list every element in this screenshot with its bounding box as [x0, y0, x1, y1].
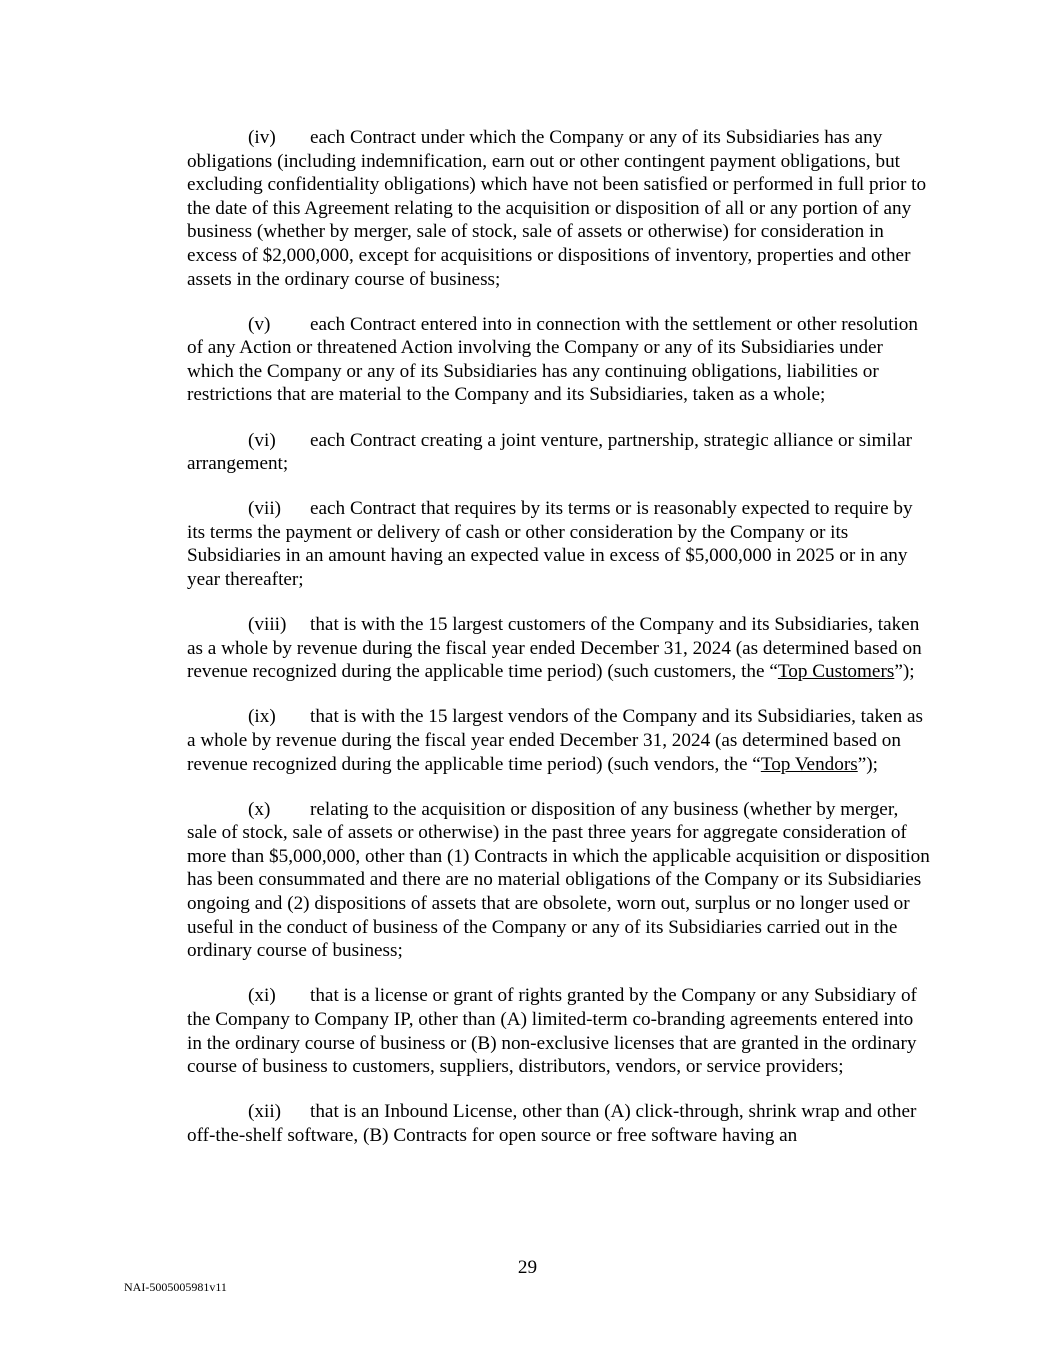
document-id: NAI-5005005981v11: [124, 1280, 227, 1294]
clause-number: (vi): [248, 429, 276, 451]
clause-text: relating to the acquisition or disposition of any business (whether by merger, sale of stock, sale of assets or otherwise) in the past three years for aggregate consideration of more than $5,000,000, other than (1) Contracts in which the applicable acquisition or disposition has been consummated and there are no material obligations of the Company or its Subsidiaries ongoing and (2) dispositions of assets that are obsolete, worn out, surplus or no longer used or useful in the conduct of business of the Company or any of its Subsidiaries carried out in the ordinary course of business;: [187, 798, 930, 962]
clause-text-end: ”);: [857, 753, 878, 775]
page-number: 29: [517, 1257, 538, 1278]
clause-viii: [187, 613, 932, 684]
clause-iv: [187, 126, 932, 291]
clause-text-end: ”);: [894, 661, 915, 683]
clause-text: that is an Inbound License, other than (A) click-through, shrink wrap and other off-the-shelf software, (B) Contracts for open source or free software having an: [187, 1101, 917, 1146]
clause-number: (x): [248, 798, 271, 820]
clause-number: (v): [248, 313, 271, 335]
clause-number: (xi): [248, 985, 276, 1007]
clause-x: [187, 798, 932, 963]
clause-text: that is a license or grant of rights granted by the Company or any Subsidiary of the Company to Company IP, other than (A) limited-term co-branding agreements entered into in the ordinary course of business or (B) non-exclusive licenses that are granted in the ordinary course of business to customers, suppliers, distributors, vendors, or service providers;: [187, 985, 917, 1078]
document-body: [187, 126, 932, 1169]
clause-number: (iv): [248, 127, 276, 148]
clause-text: that is with the 15 largest customers of the Company and its Subsidiaries, taken as a whole by revenue during the fiscal year ended December 31, 2024 (as determined based on revenue recognized during the applicable time period) (such customers, the “: [187, 614, 922, 683]
clause-text: each Contract under which the Company or any of its Subsidiaries has any obligations (including indemnification, earn out or other contingent payment obligations, but excluding confidentiality obligations) which have not been satisfied or performed in full prior to the date of this Agreement relating to the acquisition or disposition of all or any portion of any business (whether by merger, sale of stock, sale of assets or otherwise) for consideration in excess of $2,000,000, except for acquisitions or dispositions of inventory, properties and other assets in the ordinary course of business;: [187, 127, 927, 290]
clause-v: [187, 313, 932, 407]
clause-number: (ix): [248, 706, 276, 728]
clause-xii: [187, 1100, 932, 1147]
defined-term-top-customers: Top Customers: [777, 661, 895, 683]
clause-number: (viii): [248, 614, 287, 636]
defined-term-top-vendors: Top Vendors: [760, 753, 858, 775]
clause-xi: [187, 984, 932, 1078]
clause-number: (xii): [248, 1101, 282, 1123]
clause-text: each Contract entered into in connection with the settlement or other resolution of any Action or threatened Action involving the Company or any of its Subsidiaries under which the Company or any of its Subsidiaries has any continuing obligations, liabilities or restrictions that are material to the Company and its Subsidiaries, taken as a whole;: [187, 313, 918, 406]
clause-text: each Contract that requires by its terms or is reasonably expected to require by its terms the payment or delivery of cash or other consideration by the Company or its Subsidiaries in an amount having an expected value in excess of $5,000,000 in 2025 or in any year thereafter;: [187, 498, 913, 590]
clause-number: (vii): [248, 498, 282, 520]
clause-text: each Contract creating a joint venture, partnership, strategic alliance or similar arrangement;: [187, 429, 913, 475]
clause-vi: [187, 429, 932, 476]
clause-vii: [187, 497, 932, 591]
clause-text: that is with the 15 largest vendors of the Company and its Subsidiaries, taken as a whole by revenue during the fiscal year ended December 31, 2024 (as determined based on revenue recognized during the applicable time period) (such vendors, the “: [187, 706, 924, 775]
clause-ix: [187, 705, 932, 776]
